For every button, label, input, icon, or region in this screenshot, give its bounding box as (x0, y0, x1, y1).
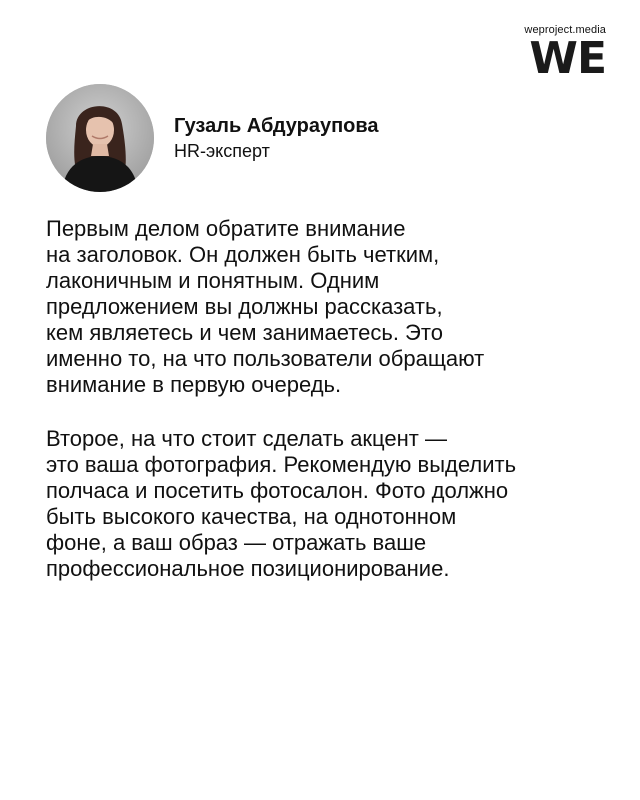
text-line: профессиональное позиционирование. (46, 556, 450, 581)
author-card (46, 84, 379, 192)
text-line: предложением вы должны рассказать, (46, 294, 443, 319)
avatar (46, 84, 154, 192)
text-line: внимание в первую очередь. (46, 372, 342, 397)
text-line: лаконичным и понятным. Одним (46, 268, 380, 293)
text-line: кем являетесь и чем занимаетесь. Это (46, 320, 443, 345)
text-line: Первым делом обратите внимание (46, 216, 406, 241)
author-role: HR-эксперт (174, 141, 270, 161)
author-name: Гузаль Абдураупова (174, 115, 379, 137)
brand-logo: WE (529, 33, 606, 84)
text-line: полчаса и посетить фотосалон. Фото должно (46, 478, 509, 503)
text-line: быть высокого качества, на однотонном (46, 504, 457, 529)
text-line: фоне, а ваш образ — отражать ваше (46, 530, 427, 555)
text-line: это ваша фотография. Рекомендую выделить (46, 452, 517, 477)
text-line: Второе, на что стоит сделать акцент — (46, 426, 447, 451)
article-body (46, 216, 606, 610)
author-photo-icon (46, 84, 154, 192)
brand-site-label: weproject.media (524, 24, 606, 36)
text-line: именно то, на что пользователи обращают (46, 346, 485, 371)
paragraph-headline-tip (46, 216, 606, 398)
text-line: на заголовок. Он должен быть четким, (46, 242, 440, 267)
author-info (174, 113, 379, 163)
brand-block (516, 24, 606, 84)
paragraph-photo-tip (46, 426, 606, 582)
